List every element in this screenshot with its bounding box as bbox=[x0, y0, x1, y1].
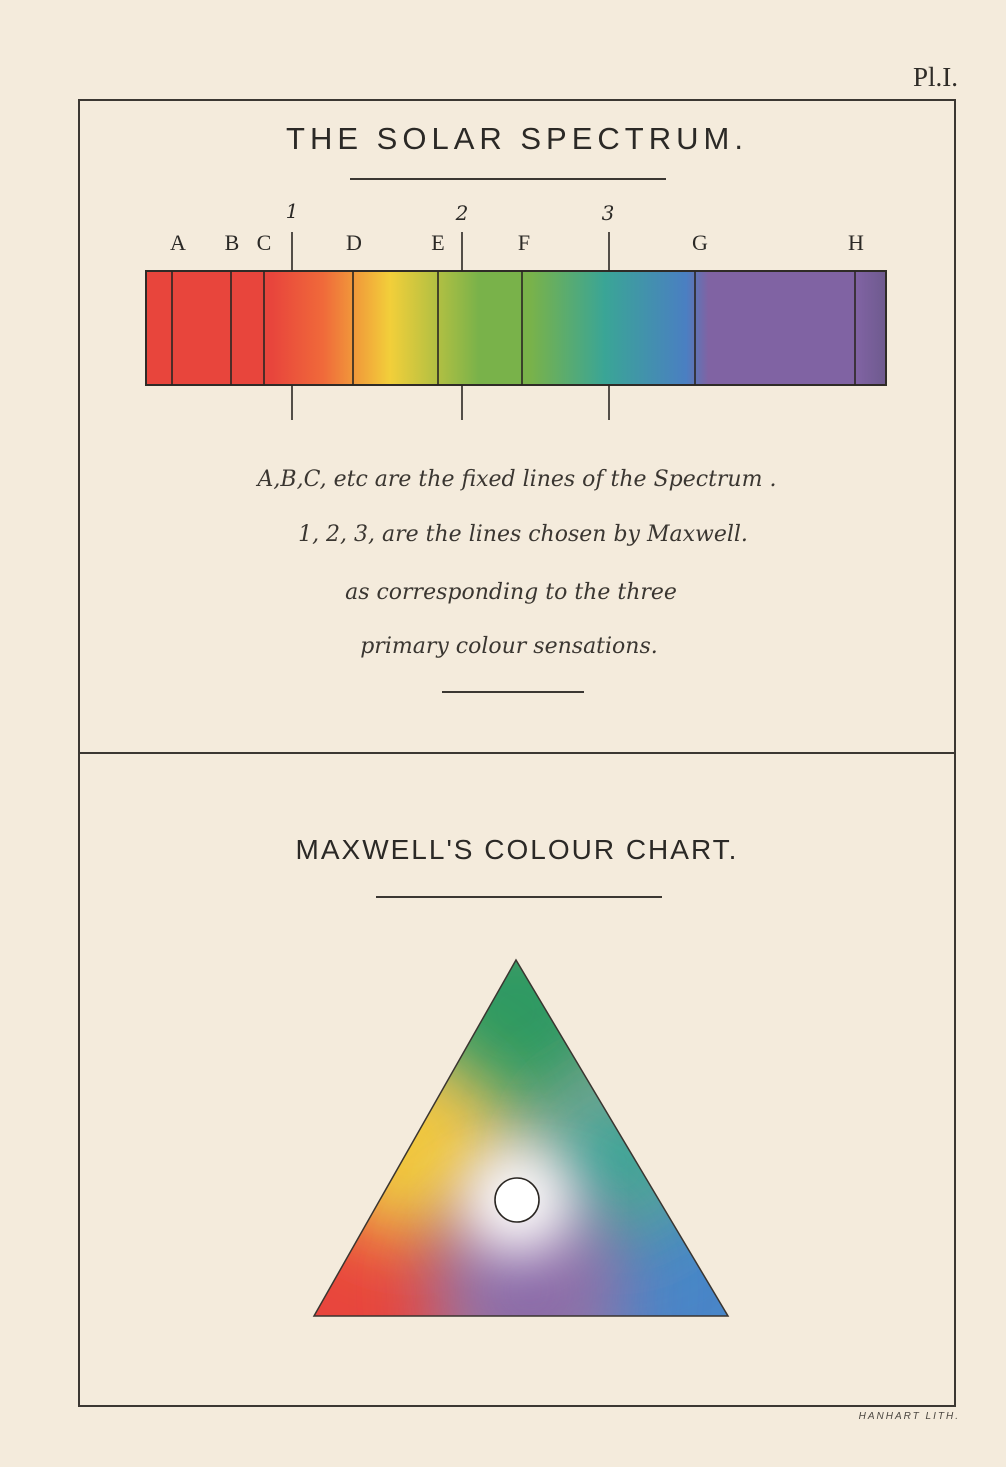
maxwell-line-label-3: 3 bbox=[601, 201, 615, 225]
fraunhofer-label-h: H bbox=[848, 230, 864, 255]
plate-label: Pl.I. bbox=[912, 62, 958, 92]
caption-line-1: A,B,C, etc are the fixed lines of the Spectrum . bbox=[257, 467, 777, 492]
caption-line-2: 1, 2, 3, are the lines chosen by Maxwell. bbox=[298, 522, 748, 547]
lithographer-imprint: HANHART LITH. bbox=[858, 1411, 960, 1422]
fraunhofer-label-b: B bbox=[224, 230, 240, 255]
fraunhofer-label-a: A bbox=[170, 230, 186, 255]
fraunhofer-label-d: D bbox=[346, 230, 362, 255]
colour-chart-title: MAXWELL'S COLOUR CHART. bbox=[295, 834, 739, 865]
fraunhofer-label-g: G bbox=[692, 230, 708, 255]
caption-line-4: primary colour sensations. bbox=[360, 634, 658, 659]
fraunhofer-label-e: E bbox=[431, 230, 445, 255]
maxwell-line-label-2: 2 bbox=[455, 201, 469, 225]
colour-triangle-fill bbox=[220, 900, 830, 1430]
caption-line-3: as corresponding to the three bbox=[345, 580, 677, 605]
fraunhofer-label-c: C bbox=[256, 230, 272, 255]
maxwell-line-label-1: 1 bbox=[285, 199, 299, 223]
solar-spectrum-title: THE SOLAR SPECTRUM. bbox=[286, 121, 748, 156]
fraunhofer-label-f: F bbox=[517, 230, 531, 255]
spectrum-band bbox=[146, 271, 886, 385]
white-point-circle bbox=[495, 1178, 539, 1222]
